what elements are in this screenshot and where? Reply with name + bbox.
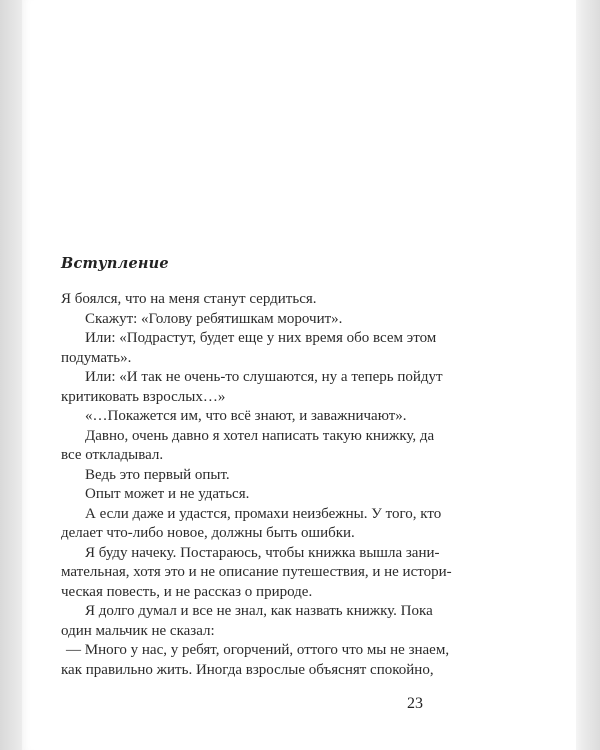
- text-line: Или: «Подрастут, будет еще у них время обо всем этом: [85, 330, 437, 346]
- right-page-edge: [576, 0, 600, 750]
- text-line: «…Покажется им, что всё знают, и заважничают».: [85, 408, 407, 424]
- text-line: подумать».: [61, 349, 132, 366]
- text-line: ческая повесть, и не рассказ о природе.: [61, 583, 313, 600]
- page-number: 23: [407, 695, 423, 712]
- text-line: Скажут: «Голову ребятишкам морочит».: [85, 310, 343, 327]
- text-line: критиковать взрослых…»: [61, 388, 226, 405]
- chapter-heading: Вступление: [61, 255, 169, 272]
- book-page: [22, 0, 576, 750]
- text-line: делает что-либо новое, должны быть ошибки.: [61, 525, 355, 541]
- text-line: Я долго думал и все не знал, как назвать книжку. Пока: [85, 603, 433, 619]
- text-line: один мальчик не сказал:: [61, 622, 215, 639]
- text-line: Опыт может и не удаться.: [85, 486, 250, 502]
- left-page-edge: [0, 0, 22, 750]
- text-line: — Много у нас, у ребят, огорчений, оттого что мы не знаем,: [66, 642, 450, 658]
- text-line: все откладывал.: [61, 447, 164, 463]
- text-line: А если даже и удастся, промахи неизбежны. У того, кто: [85, 505, 442, 522]
- text-line: Я буду начеку. Постараюсь, чтобы книжка вышла зани-: [85, 544, 440, 561]
- text-line: Или: «И так не очень-то слушаются, ну а теперь пойдут: [85, 369, 443, 385]
- text-line: мательная, хотя это и не описание путешествия, и не истори-: [61, 564, 452, 580]
- text-line: Давно, очень давно я хотел написать такую книжку, да: [85, 427, 435, 444]
- text-line: как правильно жить. Иногда взрослые объяснят спокойно,: [61, 661, 434, 678]
- text-line: Ведь это первый опыт.: [85, 466, 230, 483]
- body-text: [61, 290, 481, 680]
- text-line: Я боялся, что на меня станут сердиться.: [61, 291, 317, 307]
